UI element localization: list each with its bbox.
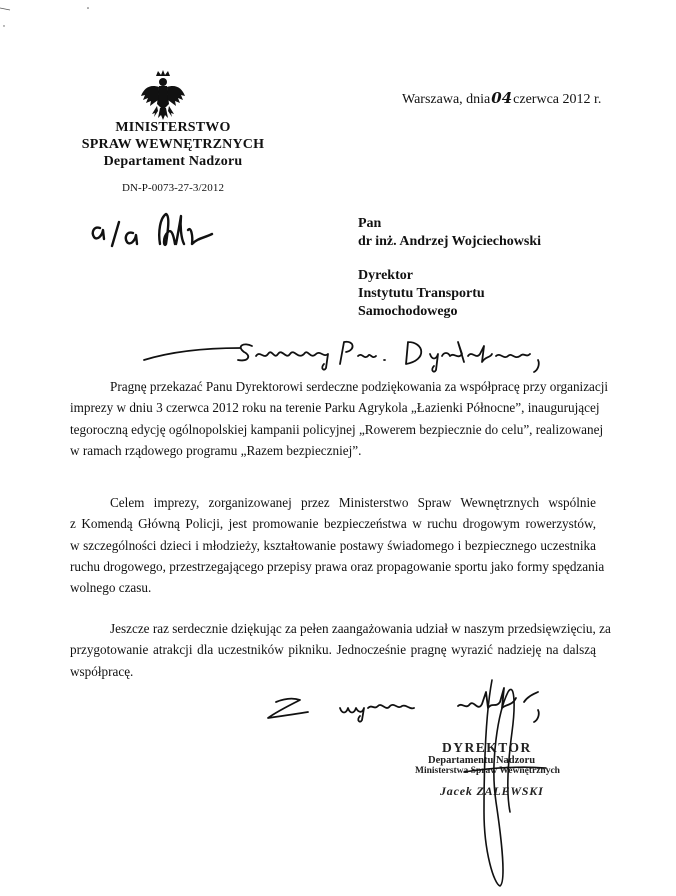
body-paragraph-1 <box>70 376 609 461</box>
recipient-institution-line1: Instytutu Transportu <box>358 286 485 301</box>
paragraph-3-line: współpracę. <box>70 663 134 679</box>
paragraph-2-line: z Komendą Główną Policji, jest promowanie bezpieczeństwa w ruchu drogowym rowerzystów, <box>70 516 596 532</box>
paragraph-1-line: imprezy w dniu 3 czerwca 2012 roku na terenie Parku Agrykola „Łazienki Północne”, inaugurującej <box>70 400 600 416</box>
paragraph-3-line: Jeszcze raz serdecznie dziękując za pełen zaangażowania udział w naszym przedsięwzięciu, za <box>110 621 611 636</box>
stamp-line-ministry: Ministerstwa Spraw Wewnętrznych <box>415 766 560 776</box>
date-prefix: Warszawa, dnia <box>402 92 491 107</box>
recipient-title: Dyrektor <box>358 268 413 283</box>
date-suffix: czerwca 2012 r. <box>513 92 602 107</box>
date-line <box>402 89 601 108</box>
date-day-handwritten: 04 <box>491 89 513 107</box>
department-name: Departament Nadzoru <box>103 154 243 169</box>
paragraph-1-line: tegoroczną edycję ogólnopolskiej kampanii policyjnej „Rowerem bezpiecznie do celu”, realizowanej <box>70 421 604 437</box>
stamp-title: DYREKTOR <box>442 740 532 755</box>
paragraph-1-line: w ramach rządowego programu „Razem bezpieczniej”. <box>70 442 362 458</box>
handwritten-greeting <box>140 334 560 378</box>
paragraph-2-line: ruchu drogowego, przestrzegającego przepisy prawa oraz propagowanie sportu jako formy spędzania <box>70 558 605 574</box>
ministry-name-line2: SPRAW WEWNĘTRZNYCH <box>81 137 265 152</box>
paragraph-2-line: w szczególności dzieci i młodzieży, kształtowanie postawy świadomego i bezpiecznego uczestnika <box>70 537 596 553</box>
paragraph-3-line: przygotowanie atrakcji dla uczestników pikniku. Jednocześnie pragnę wyrazić nadzieję na dalszą <box>70 642 596 658</box>
recipient-name: dr inż. Andrzej Wojciechowski <box>358 234 542 249</box>
recipient-institution-line2: Samochodowego <box>358 304 458 319</box>
handwritten-signature <box>450 672 560 892</box>
paragraph-2-line: Celem imprezy, zorganizowanej przez Ministerstwo Spraw Wewnętrznych wspólnie <box>110 495 596 510</box>
reference-number: DN-P-0073-27-3/2012 <box>121 182 225 194</box>
stamp-name: Jacek ZALEWSKI <box>440 784 544 798</box>
recipient-salutation: Pan <box>358 216 382 231</box>
ministry-name-line1: MINISTERSTWO <box>115 120 231 135</box>
polish-eagle-icon <box>140 70 186 122</box>
paragraph-2-line: wolnego czasu. <box>70 580 152 596</box>
paragraph-1-line: Pragnę przekazać Panu Dyrektorowi serdeczne podziękowania za współpracę przy organizacji <box>110 379 609 394</box>
scan-artifacts <box>0 0 676 40</box>
stamp-line-department: Departamentu Nadzoru <box>428 755 536 766</box>
body-paragraph-2 <box>70 492 605 598</box>
handwritten-initials <box>88 208 238 258</box>
